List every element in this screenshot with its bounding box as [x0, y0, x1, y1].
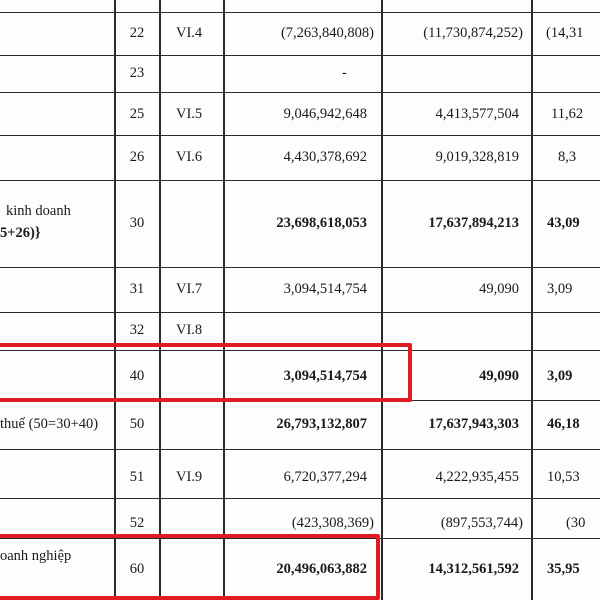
cumulative-value: 3,09 — [547, 368, 573, 384]
cumulative-value: 3,09 — [547, 281, 573, 297]
current-period-value: 9,046,942,648 — [283, 106, 367, 122]
row-code: 32 — [129, 322, 145, 338]
previous-period-value: (897,553,744) — [440, 515, 523, 531]
row-code: 30 — [129, 215, 145, 231]
row-note: VI.6 — [176, 149, 203, 165]
previous-period-value: 4,222,935,455 — [435, 469, 519, 485]
cumulative-value: 10,53 — [547, 469, 580, 485]
current-period-value: (7,263,840,808) — [280, 25, 374, 41]
current-period-value: 3,094,514,754 — [283, 281, 367, 297]
cumulative-value: 11,62 — [551, 106, 584, 122]
row-code: 25 — [129, 106, 145, 122]
row-code: 26 — [129, 149, 145, 165]
row-note: VI.5 — [176, 106, 203, 122]
row-label: thuế (50=30+40) — [0, 416, 99, 432]
previous-period-value: 49,090 — [479, 368, 519, 384]
cumulative-value: 35,95 — [547, 561, 580, 577]
previous-period-value: 14,312,561,592 — [428, 561, 519, 577]
row-divider — [0, 180, 600, 181]
row-divider — [0, 449, 600, 450]
row-note: VI.8 — [176, 322, 203, 338]
row-note: VI.9 — [176, 469, 203, 485]
row-code: 22 — [129, 25, 145, 41]
current-period-value: 4,430,378,692 — [283, 149, 367, 165]
current-period-value: - — [342, 65, 347, 81]
current-period-value: (423,308,369) — [291, 515, 374, 531]
row-label: 5+26)} — [0, 225, 41, 241]
column-divider — [381, 0, 383, 600]
current-period-value: 26,793,132,807 — [276, 416, 367, 432]
previous-period-value: (11,730,874,252) — [423, 25, 523, 41]
cumulative-value: 43,09 — [547, 215, 580, 231]
row-divider — [0, 12, 600, 13]
highlight-box-row-60 — [0, 534, 380, 600]
previous-period-value: 9,019,328,819 — [435, 149, 519, 165]
previous-period-value: 4,413,577,504 — [435, 106, 519, 122]
cumulative-value: 8,3 — [558, 149, 577, 165]
row-code: 60 — [129, 561, 145, 577]
row-divider — [0, 267, 600, 268]
highlight-box-row-40 — [0, 343, 412, 402]
row-note: VI.4 — [176, 25, 203, 41]
column-divider — [114, 0, 116, 600]
row-label: kinh doanh — [6, 203, 71, 219]
cumulative-value: (30 — [566, 515, 586, 531]
row-code: 40 — [129, 368, 145, 384]
current-period-value: 3,094,514,754 — [283, 368, 367, 384]
current-period-value: 20,496,063,882 — [276, 561, 367, 577]
column-divider — [159, 0, 161, 600]
row-divider — [0, 135, 600, 136]
column-divider — [223, 0, 225, 600]
cumulative-value: 46,18 — [547, 416, 580, 432]
previous-period-value: 49,090 — [479, 281, 519, 297]
row-code: 50 — [129, 416, 145, 432]
row-code: 23 — [129, 65, 145, 81]
current-period-value: 6,720,377,294 — [283, 469, 367, 485]
row-divider — [0, 55, 600, 56]
current-period-value: 23,698,618,053 — [276, 215, 367, 231]
row-code: 31 — [129, 281, 145, 297]
row-note: VI.7 — [176, 281, 203, 297]
row-divider — [0, 312, 600, 313]
previous-period-value: 17,637,894,213 — [428, 215, 519, 231]
previous-period-value: 17,637,943,303 — [428, 416, 519, 432]
row-code: 51 — [129, 469, 145, 485]
column-divider — [531, 0, 533, 600]
row-divider — [0, 498, 600, 499]
row-label: oanh nghiệp — [0, 548, 72, 564]
row-divider — [0, 92, 600, 93]
row-code: 52 — [129, 515, 145, 531]
cumulative-value: (14,31 — [546, 25, 584, 41]
